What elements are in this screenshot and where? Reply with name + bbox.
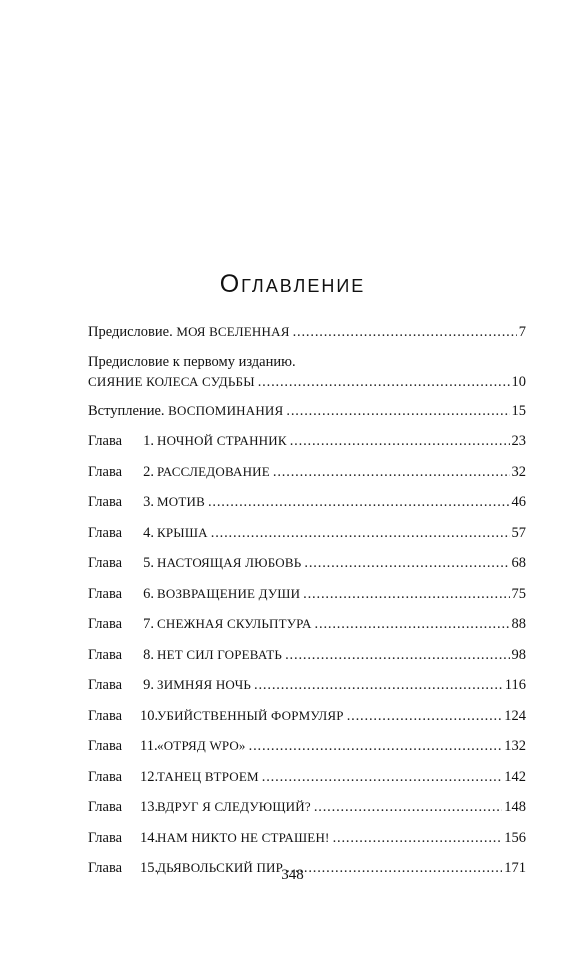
toc-entry-chapter [88,584,526,604]
chapter-number: 6. [143,585,154,602]
chapter-label: Глава [88,677,123,693]
chapter-label: Глава [88,829,123,846]
chapter-label: Глава [88,616,123,632]
chapter-number: 5. [143,555,154,571]
entry-title: МОЯ ВСЕЛЕННАЯ [176,324,290,339]
entry-page: 116 [504,677,526,693]
entry-title: НАСТОЯЩАЯ ЛЮБОВЬ [157,555,302,570]
entry-title: ЗИМНЯЯ НОЧЬ [157,677,252,692]
chapter-label: Глава [88,585,123,602]
chapter-number: 2. [143,463,154,480]
toc-entry-chapter [88,736,526,756]
chapter-number: 15. [140,860,159,876]
dot-leader [303,585,509,604]
chapter-label: Глава [88,433,123,449]
toc-title: Оглавление [219,270,366,298]
dot-leader [262,768,502,787]
entry-title: НОЧНОЙ СТРАННИК [157,433,287,448]
toc-entry-chapter [88,767,526,787]
dot-leader [304,554,509,573]
entry-title: КРЫША [157,524,208,540]
chapter-number: 14. [140,829,159,846]
chapter-number: 7. [143,616,154,632]
dot-leader [208,493,510,512]
chapter-number: 4. [143,524,154,541]
chapter-number: 8. [143,646,154,663]
entry-page: 10 [511,373,526,390]
entry-title: РАССЛЕДОВАНИЕ [157,463,270,479]
toc-entry-chapter [88,645,526,665]
chapter-number: 3. [143,494,154,510]
entry-title: ВОСПОМИНАНИЯ [168,402,284,418]
toc-entry-chapter [88,797,526,817]
chapter-label: Глава [88,463,123,480]
dot-leader [315,615,510,634]
toc-entry-chapter [88,706,526,726]
chapter-label: Глава [88,860,123,876]
entry-page: 46 [511,494,526,510]
entry-title: ДЬЯВОЛЬСКИЙ ПИР [157,860,284,875]
toc-entry-chapter [88,431,526,451]
chapter-number: 11. [140,738,158,754]
dot-leader [285,646,509,665]
entry-prefix: Вступление. [88,402,165,419]
entry-prefix: Предисловие к первому изданию. [88,353,296,370]
dot-leader [286,402,509,421]
entry-prefix: Предисловие. [88,324,173,340]
toc-entry [88,353,526,392]
entry-title: МОТИВ [157,494,205,509]
chapter-label: Глава [88,738,123,754]
entry-page: 15 [511,402,526,419]
toc-entry-chapter [88,675,526,695]
chapter-number: 12. [140,768,159,785]
dot-leader [254,676,503,695]
toc-entry-chapter [88,614,526,634]
toc-entry-chapter [88,828,526,848]
toc-entry-chapter [88,523,526,543]
dot-leader [333,829,503,848]
entry-page: 132 [504,738,526,754]
chapter-label: Глава [88,707,123,724]
toc-list [88,322,526,889]
dot-leader [258,373,510,392]
chapter-number: 1. [143,433,154,449]
entry-title: ТАНЕЦ ВТРОЕМ [157,768,259,784]
entry-page: 156 [504,829,526,846]
chapter-label: Глава [88,555,123,571]
toc-entry [88,401,526,421]
entry-page: 32 [511,463,526,480]
dot-leader [347,707,503,726]
chapter-label: Глава [88,524,123,541]
entry-page: 171 [504,860,526,876]
entry-page: 98 [511,646,526,663]
entry-page: 142 [504,768,526,785]
entry-page: 124 [504,707,526,724]
entry-title: НАМ НИКТО НЕ СТРАШЕН! [157,829,330,845]
dot-leader [293,323,517,342]
chapter-label: Глава [88,768,123,785]
dot-leader [211,524,510,543]
entry-title: «ОТРЯД WPO» [157,738,246,753]
dot-leader [273,463,510,482]
dot-leader [290,432,510,451]
entry-title: ВОЗВРАЩЕНИЕ ДУШИ [157,585,301,601]
toc-entry-chapter [88,462,526,482]
entry-title: НЕТ СИЛ ГОРЕВАТЬ [157,646,283,662]
entry-title: СНЕЖНАЯ СКУЛЬПТУРА [157,616,312,631]
chapter-label: Глава [88,494,123,510]
entry-title: УБИЙСТВЕННЫЙ ФОРМУЛЯР [157,707,344,723]
dot-leader [249,737,503,756]
toc-entry-chapter [88,553,526,573]
page-number: 348 [281,867,304,883]
entry-title: СИЯНИЕ КОЛЕСА СУДЬБЫ [88,373,255,389]
dot-leader [314,798,502,817]
entry-page: 57 [511,524,526,541]
chapter-number: 9. [143,677,154,693]
chapter-label: Глава [88,799,123,815]
entry-page: 75 [511,585,526,602]
entry-page: 88 [511,616,526,632]
chapter-label: Глава [88,646,123,663]
entry-page: 68 [511,555,526,571]
chapter-number: 10. [140,707,159,724]
entry-page: 23 [511,433,526,449]
chapter-number: 13. [140,799,159,815]
entry-page: 7 [518,324,526,340]
entry-page: 148 [504,799,526,815]
toc-entry [88,322,526,342]
toc-entry-chapter [88,492,526,512]
entry-title: ВДРУГ Я СЛЕДУЮЩИЙ? [157,799,311,814]
